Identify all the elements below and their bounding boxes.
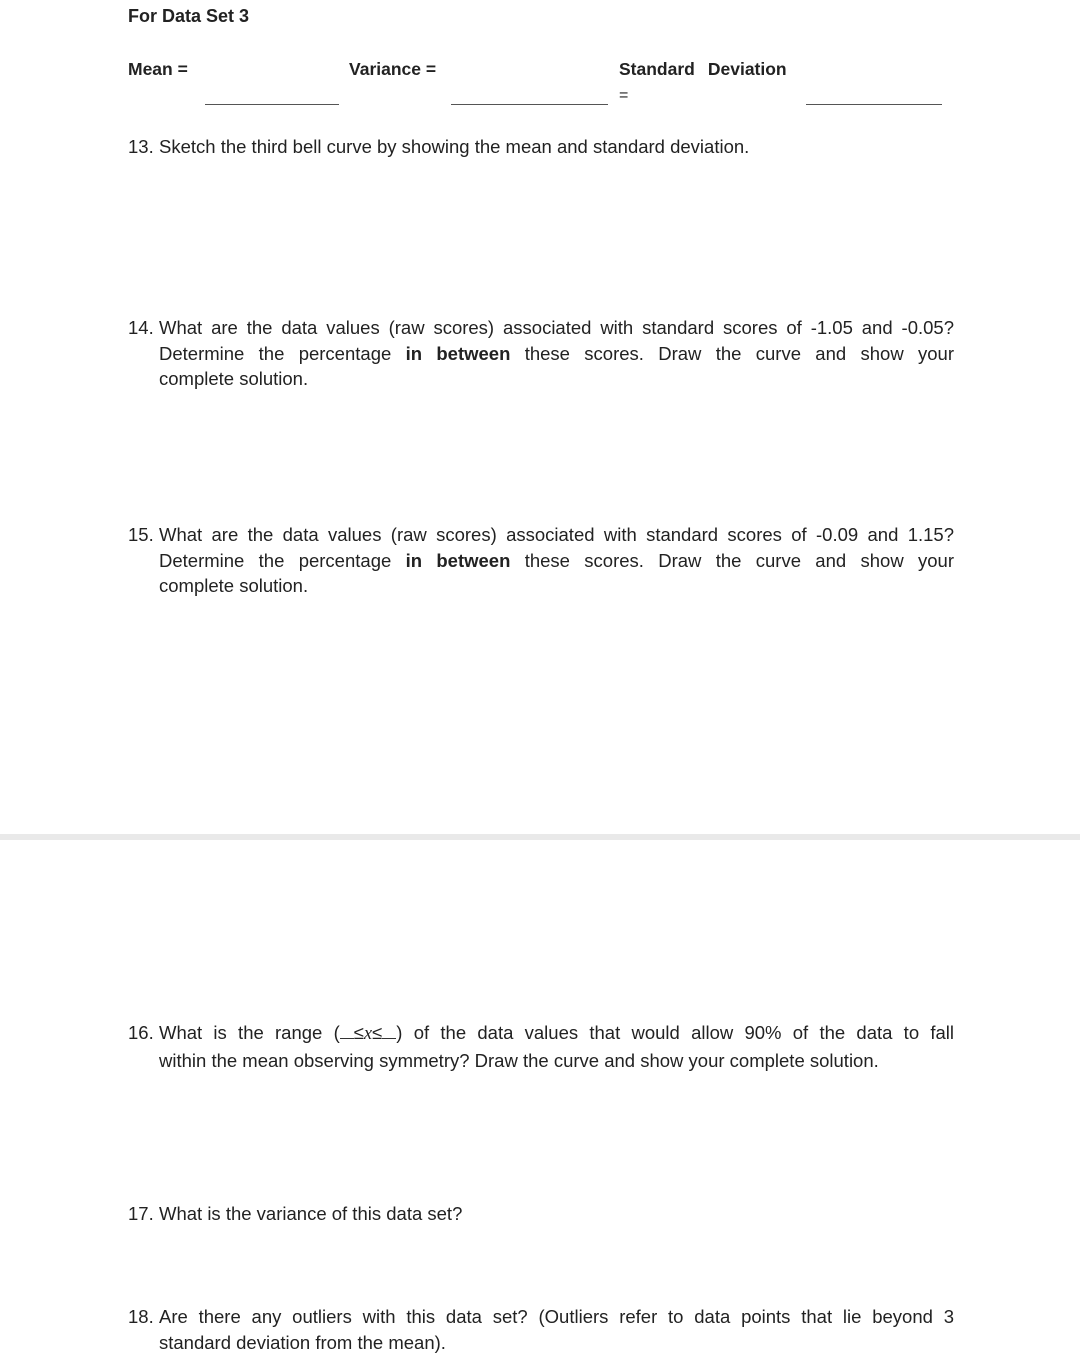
question-text-line-1: What are the data values (raw scores) associated with standard scores of -0.09 and 1.15?	[159, 524, 954, 545]
text-segment: Determine the percentage	[159, 342, 392, 364]
text-segment: Determine the percentage	[159, 549, 392, 571]
text-segment: What is the range (	[159, 1022, 340, 1043]
emphasis-text: in between	[405, 549, 511, 571]
question-15	[128, 522, 954, 599]
text-segment: these scores. Draw the curve and show your	[524, 342, 954, 364]
question-text-line-2	[128, 341, 954, 367]
question-text-line-2	[128, 548, 954, 574]
mean-answer-line	[205, 104, 339, 105]
sd-answer-line	[806, 104, 942, 105]
question-number: 18.	[128, 1306, 154, 1327]
question-number: 14.	[128, 317, 154, 338]
range-lower-blank	[340, 1024, 354, 1039]
variable-x: x	[363, 1024, 373, 1044]
variance-label: Variance =	[349, 59, 437, 79]
question-text-line-2: within the mean observing symmetry? Draw the curve and show your complete solution.	[159, 1049, 879, 1071]
question-number: 16.	[128, 1022, 154, 1043]
question-text: What is the variance of this data set?	[159, 1203, 463, 1224]
question-text-line-1: Are there any outliers with this data set? (Outliers refer to data points that lie beyond 3	[159, 1306, 954, 1327]
question-17	[128, 1201, 954, 1227]
text-segment: these scores. Draw the curve and show your	[524, 549, 954, 571]
emphasis-text: in between	[405, 342, 511, 364]
less-equal-symbol: ≤	[372, 1022, 383, 1043]
question-number: 13.	[128, 136, 154, 157]
question-18	[128, 1304, 954, 1355]
mean-label: Mean =	[128, 59, 188, 79]
range-upper-blank	[382, 1024, 396, 1039]
question-text-line-2: standard deviation from the mean).	[159, 1331, 446, 1353]
less-equal-symbol: ≤	[353, 1022, 364, 1043]
question-14	[128, 315, 954, 392]
section-title: For Data Set 3	[128, 6, 250, 26]
question-text-line-3: complete solution.	[159, 368, 309, 389]
page-divider	[0, 834, 1080, 840]
sd-word-deviation: Deviation	[707, 59, 787, 79]
sd-word-standard: Standard	[619, 59, 695, 79]
question-number: 15.	[128, 524, 154, 545]
standard-deviation-label	[619, 59, 787, 80]
variance-answer-line	[451, 104, 608, 105]
sd-equals: =	[619, 87, 629, 104]
question-number: 17.	[128, 1203, 154, 1224]
question-text-line-1: What are the data values (raw scores) associated with standard scores of -1.05 and -0.05?	[159, 317, 954, 338]
question-text-line-3: complete solution.	[159, 575, 309, 596]
question-text: Sketch the third bell curve by showing the mean and standard deviation.	[159, 136, 750, 157]
question-16	[128, 1020, 954, 1073]
text-segment: ) of the data values that would allow 90% of the data to fall	[396, 1022, 955, 1043]
question-13	[128, 134, 954, 160]
